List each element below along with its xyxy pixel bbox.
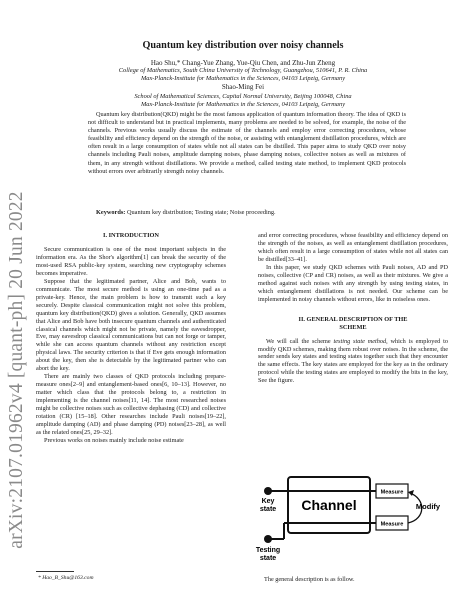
testing-state-label-2: state: [259, 555, 277, 562]
affiliation-3: School of Mathematical Sciences, Capital Normal University, Beijing 100048, China: [134, 93, 352, 100]
testing-state-node: [264, 535, 272, 543]
right-paragraph-1: and error correcting procedures, whose feasibility and efficiency depend on the strength of the noises, as well as entanglement distillation procedures, which often result in a large consumption of states while not all states can be distilled[33–41].: [258, 232, 448, 263]
intro-paragraph-4: Previous works on noises mainly include noise estimate: [44, 436, 184, 444]
intro-paragraph-3: There are mainly two classes of QKD protocols including prepare-measure ones[2–9] and entanglement-based ones[6, 10–13]. However, no matter which class that the protocols belong to, a restriction in implementing is the channel noises[11, 14]. The most researched noises might be collective noises such as collective dephasing (CD) and collective rotation (CR) [15–18]. Other researches include Pauli noises[19–22], amplitude damping (AD) and phase damping (PD) noises[23–28], as well as the related ones[25, 29–32].: [36, 373, 226, 436]
right-paragraph-3: We will call the scheme testing state method, which is employed to modify QKD schemes, making them robust over noises. In the scheme, the sender sends key states and testing states together such that they encounter the same effects. The key states are employed for the key as in the ordinary protocol while the testing states are employed to modify the bits in the key, See the figure.: [258, 337, 448, 385]
left-column: [36, 232, 226, 445]
scheme-figure: [254, 457, 444, 567]
footnote: * Hao_B_Shu@163.com: [38, 575, 94, 581]
measure-label-top: Measure: [380, 489, 404, 496]
arxiv-stamp: arXiv:2107.01962v4 [quant-ph] 20 Jun 2022: [6, 191, 27, 549]
channel-label: Channel: [301, 497, 357, 513]
paper-page: [36, 0, 450, 613]
section-heading-general: II. GENERAL DESCRIPTION OF THE: [298, 315, 408, 323]
key-state-label-1: Key: [261, 498, 275, 505]
author-list: Hao Shu,* Chang-Yue Zhang, Yue-Qiu Chen, and Zhu-Jun Zheng: [150, 59, 336, 67]
right-column: [258, 232, 448, 385]
right-paragraph-2: In this paper, we study QKD schemes with Pauli noises, AD and PD noises, collective (CP and CR) noises, as well as their mixtures. We give a method against such noises with any strength by using testing states, in which entanglement distillations is not needed. Our scheme can be implemented in noisy channels without errors, like in noiseless ones.: [258, 263, 448, 303]
affiliation-2: Max-Planck-Institute for Mathematics in the Sciences, 04103 Leipzig, Germany: [140, 75, 346, 82]
key-state-node: [264, 487, 272, 495]
figure-caption: The general description is as follow.: [264, 576, 355, 583]
modify-label: Modify: [415, 502, 441, 511]
key-state-label-2: state: [259, 506, 277, 513]
intro-paragraph-2: Suppose that the legitimated partner, Alice and Bob, wants to communicate. The most secure method is using an one-time pad as a private-key. Hence, the main problem is how to transmit such a key securely. Despite classical communication might not solve this problem, quantum key distribution(QKD) gives a solution. Generally, QKD assumes that Alice and Bob have both insecure quantum channels and authenticated classical channels which might not be private, namely the eavesdropper, Eve, may eavesdrop classical communications but can not forge or tamper, while she can access quantum channels without any restriction except physical laws. The security criterion is that if Eve gets enough information about the key, then she is detectable by the legitimated partner who can abort the key.: [36, 277, 226, 373]
affiliation-4: Max-Planck-Institute for Mathematics in the Sciences, 04103 Leipzig, Germany: [140, 101, 346, 108]
keywords-label: Keywords:: [96, 209, 126, 216]
second-author: Shao-Ming Fei: [221, 83, 265, 91]
intro-paragraph-1: Secure communication is one of the most important subjects in the information era. As the Shor's algorithm[1] can break the security of the most-used RSA public-key system, searching new cryptography schemes becomes imperative.: [36, 246, 226, 277]
affiliation-1: College of Mathematics, South China University of Technology, Guangzhou, 510641, P. R. China: [118, 67, 368, 74]
keywords-text: Quantum key distribution; Testing state; Noise proceeding.: [125, 209, 276, 216]
paper-title: Quantum key distribution over noisy channels: [142, 40, 344, 51]
measure-label-bottom: Measure: [380, 521, 404, 528]
footnote-rule: [36, 571, 74, 572]
section-heading-introduction: I. INTRODUCTION: [103, 232, 159, 239]
abstract: Quantum key distribution(QKD) might be the most famous application of quantum information theory. The idea of QKD is not difficult to understand but in practical implements, many problems are needed to be solved, for example, the noise of the channels. Previous works usually discuss the estimate of the channels and employ error correcting procedures, whose feasibility and efficiency depend on the strength of the noise, or assisting with entanglement distillation procedures, which are often result in a large consumption of states while not all states can be distilled. This paper aims to study QKD over noisy channels including Pauli noises, amplitude damping noises, phase damping noises, collective noises as well as mixtures of them, in any strength without distillations. We provide a method, called testing state method, to implement QKD protocols without errors over arbitrarily strength noisy channels.: [88, 111, 406, 175]
keywords: [96, 209, 406, 216]
section-heading-general-line2: SCHEME: [339, 323, 367, 331]
testing-state-label-1: Testing: [255, 547, 281, 554]
